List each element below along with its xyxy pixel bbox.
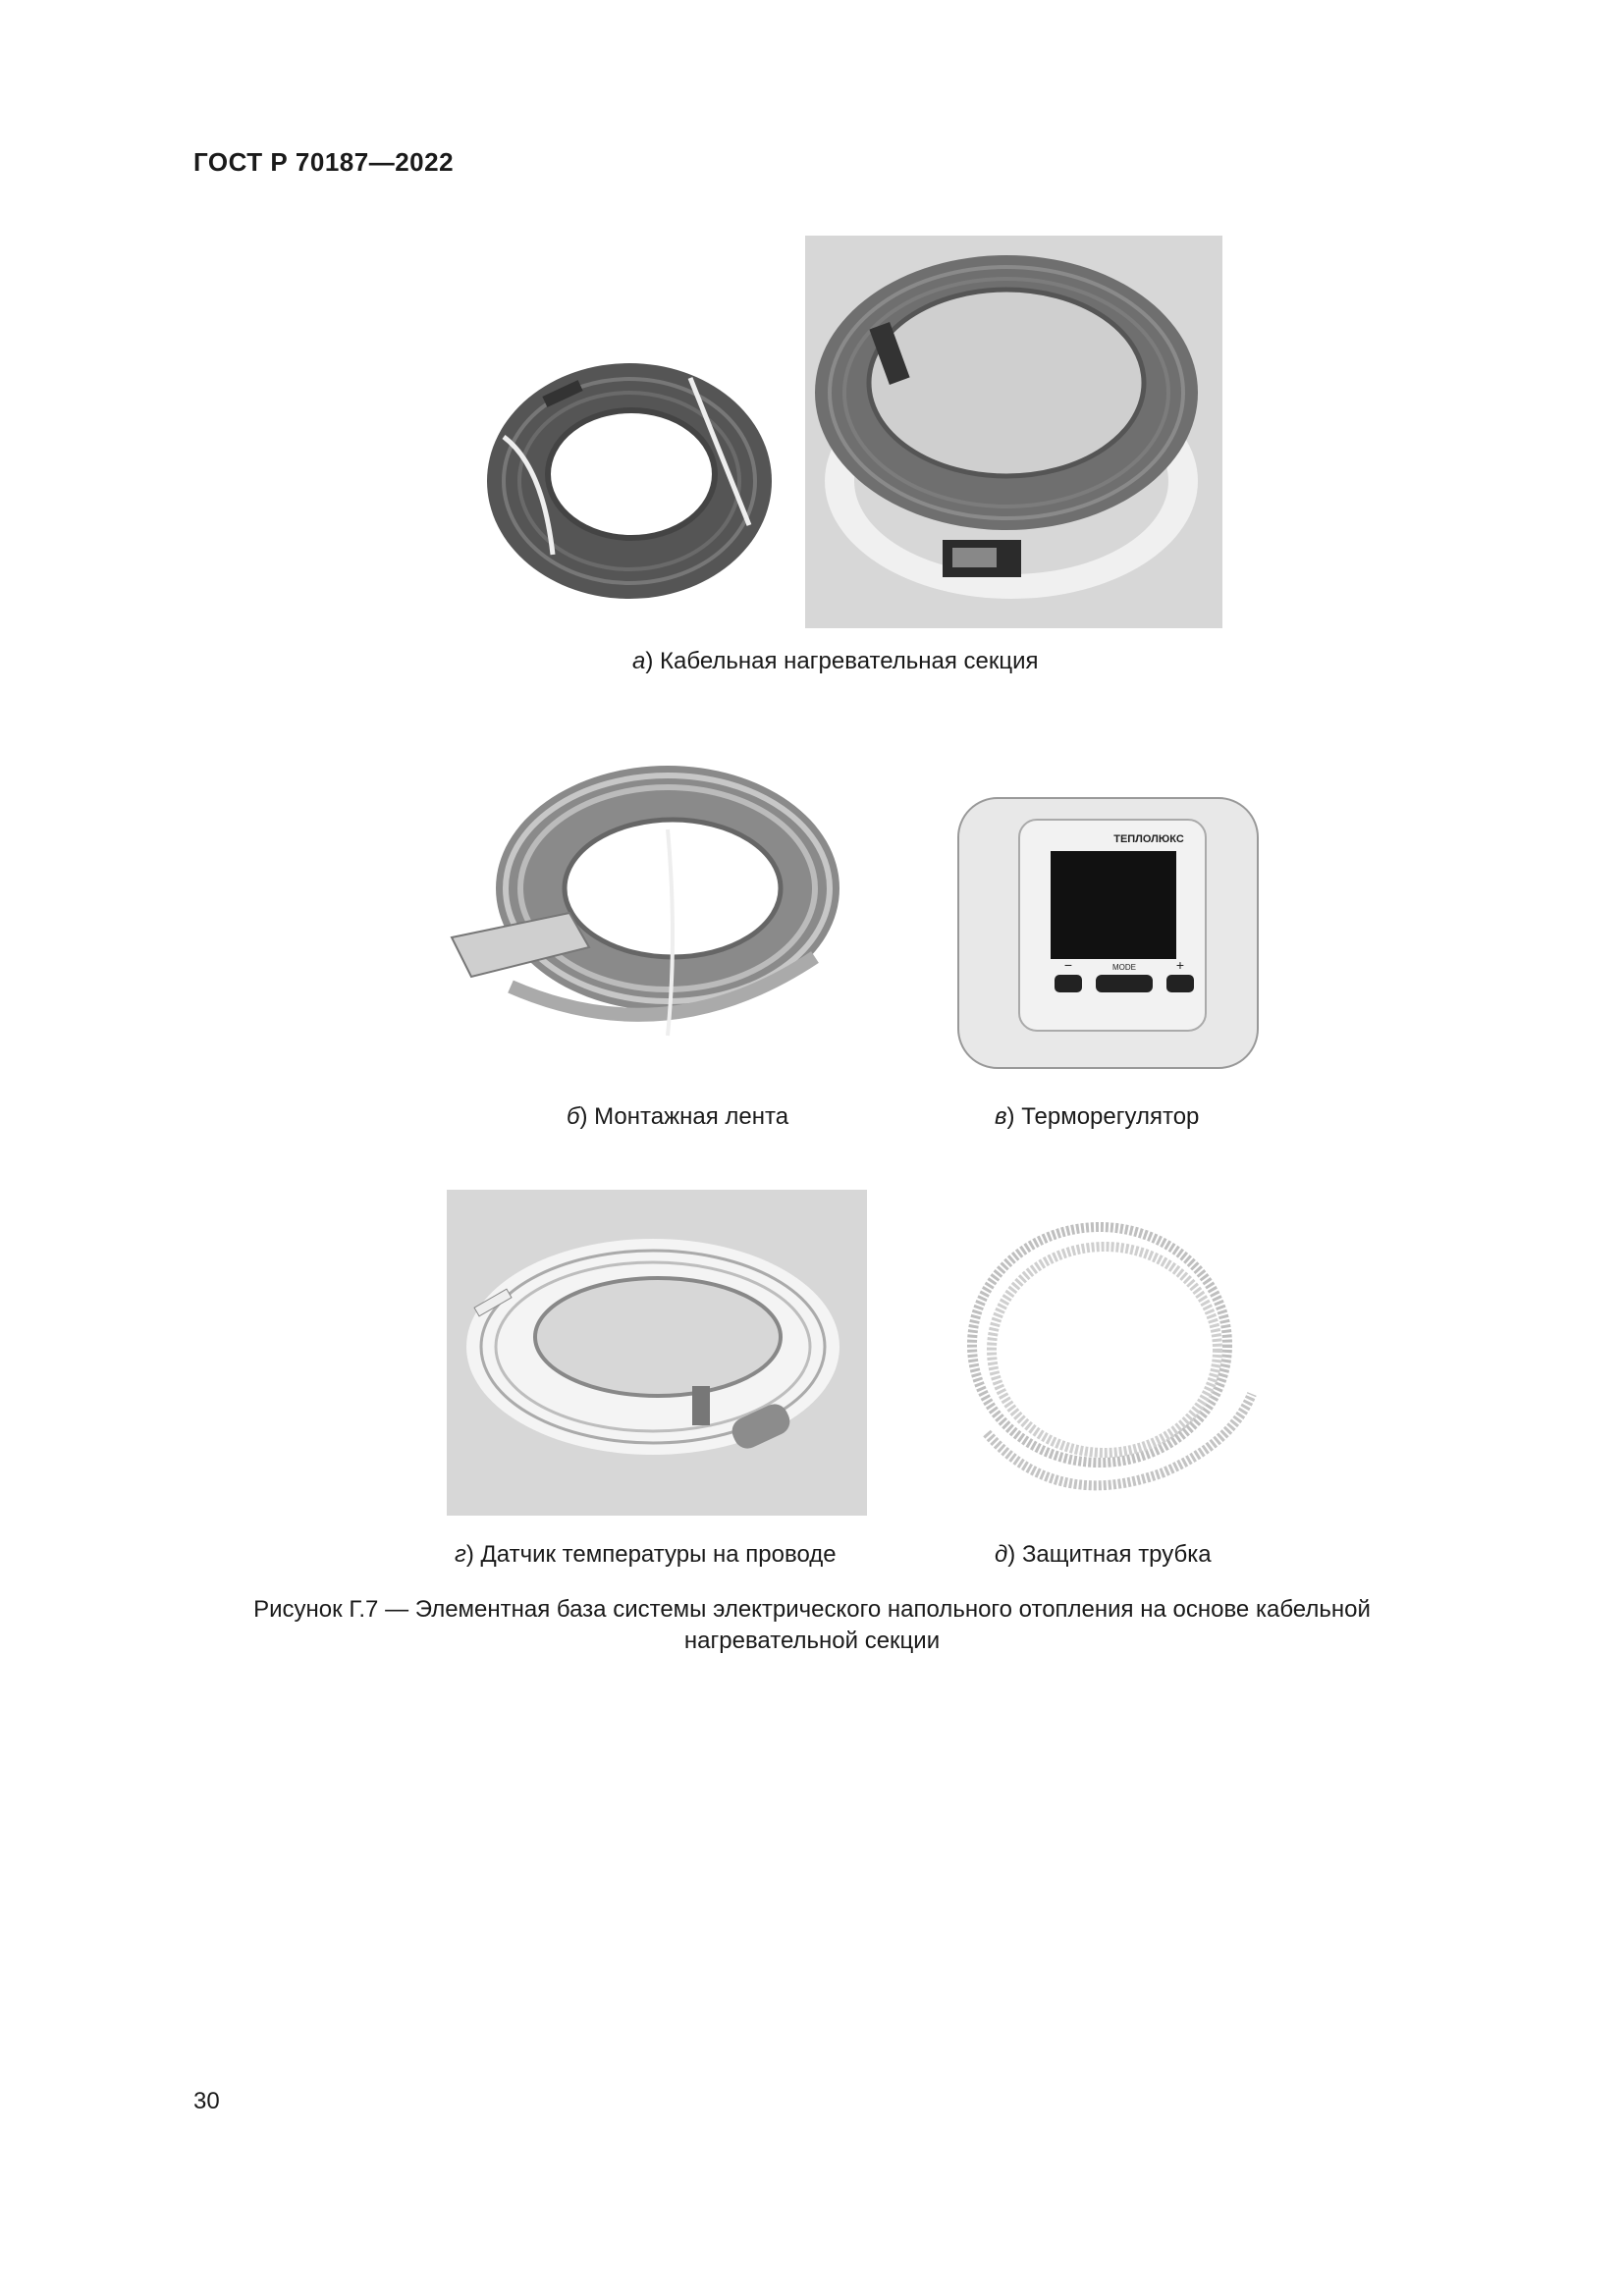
- caption-v: в) Терморегулятор: [995, 1103, 1200, 1130]
- figure-caption-line2: нагревательной секции: [683, 1628, 941, 1654]
- figure-caption-line1: Рисунок Г.7 — Элементная база системы электрического напольного отопления на основе кабельной: [253, 1596, 1371, 1623]
- svg-text:+: +: [1175, 957, 1185, 973]
- cable-coil-small-photo: [484, 358, 776, 604]
- caption-g: г) Датчик температуры на проводе: [455, 1541, 837, 1568]
- standard-header: ГОСТ Р 70187—2022: [193, 147, 455, 177]
- caption-a: а) Кабельная нагревательная секция: [632, 648, 1039, 674]
- figure-caption: [196, 1594, 1428, 1657]
- thermostat-mode-label: MODE: [1112, 963, 1136, 972]
- thermostat-brand: ТЕПЛОЛЮКС: [1113, 833, 1184, 845]
- cable-coil-large-photo: [805, 236, 1222, 628]
- mounting-tape-photo: [432, 741, 844, 1065]
- thermostat-photo: [952, 790, 1267, 1075]
- caption-d: д) Защитная трубка: [995, 1541, 1212, 1568]
- page-number: 30: [193, 2088, 220, 2114]
- protective-tube-photo: [938, 1198, 1272, 1512]
- svg-text:−: −: [1063, 957, 1073, 973]
- caption-b: б) Монтажная лента: [567, 1103, 789, 1130]
- temperature-sensor-photo: [447, 1190, 867, 1516]
